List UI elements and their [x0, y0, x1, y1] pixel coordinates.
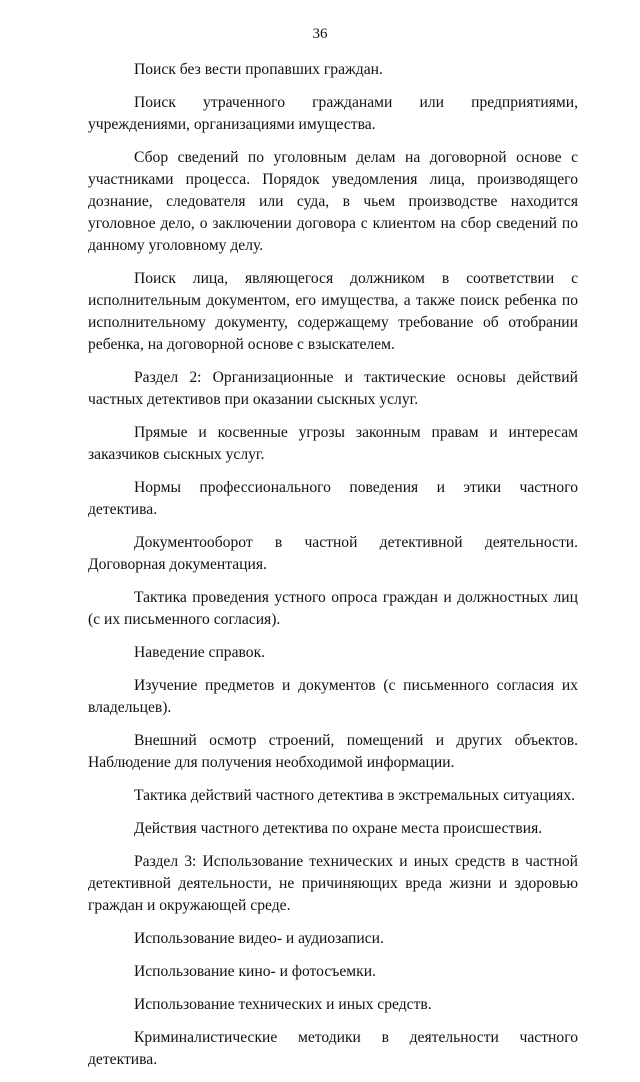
paragraph: Наведение справок.: [134, 644, 266, 661]
paragraph: Поиск без вести пропавших граждан.: [134, 61, 383, 78]
paragraph: Сбор сведений по уголовным делам на договорной основе с участниками процесса. Порядок уведомления лица, производящего дознание, следователя или суда, в чьем производстве находится уголовное дело, о заключении договора с клиентом на сбор сведений по данному уголовному делу.: [88, 149, 578, 254]
paragraph: Использование кино- и фотосъемки.: [134, 963, 376, 980]
paragraph: Поиск лица, являющегося должником в соответствии с исполнительным документом, его имущества, а также поиск ребенка по исполнительному документу, содержащему требование об отобрании ребенка, на договорной основе с взыскателем.: [88, 270, 578, 353]
paragraph: Изучение предметов и документов (с письменного согласия их владельцев).: [88, 677, 578, 716]
paragraph: Документооборот в частной детективной деятельности. Договорная документация.: [88, 534, 578, 573]
document-body: [88, 59, 578, 1082]
paragraph: Нормы профессионального поведения и этики частного детектива.: [88, 479, 578, 518]
section-2-heading: Раздел 2: Организационные и тактические основы действий частных детективов при оказании сыскных услуг.: [88, 369, 578, 408]
page-number: 36: [312, 26, 328, 42]
paragraph: Использование видео- и аудиозаписи.: [134, 930, 384, 947]
paragraph: Тактика проведения устного опроса граждан и должностных лиц (с их письменного согласия).: [88, 589, 578, 628]
paragraph: Криминалистические методики в деятельности частного детектива.: [88, 1029, 578, 1068]
paragraph: Прямые и косвенные угрозы законным правам и интересам заказчиков сыскных услуг.: [88, 424, 578, 463]
section-3-heading: Раздел 3: Использование технических и иных средств в частной детективной деятельности, не причиняющих вреда жизни и здоровью граждан и окружающей среде.: [88, 853, 578, 914]
paragraph: Использование технических и иных средств.: [134, 996, 432, 1013]
paragraph: Внешний осмотр строений, помещений и других объектов. Наблюдение для получения необходимой информации.: [88, 732, 578, 771]
paragraph: Тактика действий частного детектива в экстремальных ситуациях.: [134, 787, 576, 804]
paragraph: Действия частного детектива по охране места происшествия.: [134, 820, 543, 837]
paragraph: Поиск утраченного гражданами или предприятиями, учреждениями, организациями имущества.: [88, 94, 578, 133]
